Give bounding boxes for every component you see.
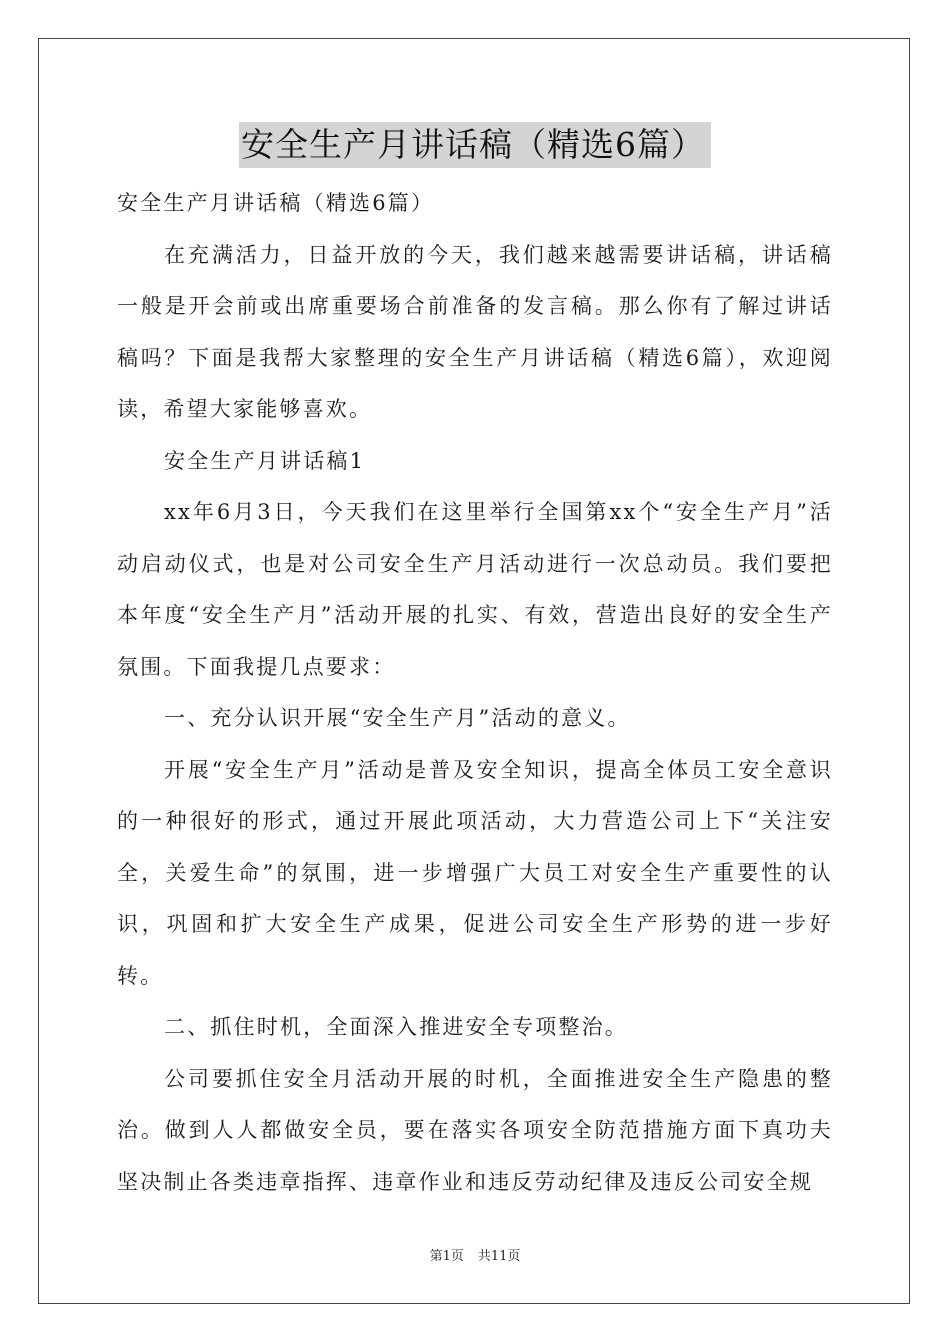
paragraph-intro: 在充满活力，日益开放的今天，我们越来越需要讲话稿，讲话稿一般是开会前或出席重要场合前准备的发言稿。那么你有了解过讲话稿吗？下面是我帮大家整理的安全生产月讲话稿（精选6篇），欢迎阅读，希望大家能够喜欢。 [117, 242, 833, 421]
page-footer [0, 1245, 950, 1264]
document-body [117, 178, 833, 1208]
paragraph-point-two-heading: 二、抓住时机，全面深入推进安全专项整治。 [164, 1015, 628, 1039]
paragraph-point-one-body: 开展“安全生产月”活动是普及安全知识，提高全体员工安全意识的一种很好的形式，通过开展此项活动，大力营造公司上下“关注安全，关爱生命”的氛围，进一步增强广大员工对安全生产重要性的认识，巩固和扩大安全生产成果，促进公司安全生产形势的进一步好转。 [117, 757, 833, 988]
title-container [0, 122, 950, 168]
paragraph-point-one-heading: 一、充分认识开展“安全生产月”活动的意义。 [164, 706, 631, 730]
paragraph-subtitle: 安全生产月讲话稿（精选6篇） [117, 191, 435, 215]
paragraph-point-two-body: 公司要抓住安全月活动开展的时机，全面推进安全生产隐患的整治。做到人人都做安全员，要在落实各项安全防范措施方面下真功夫坚决制止各类违章指挥、违章作业和违反劳动纪律及违反公司安全规 [117, 1066, 833, 1194]
paragraph-section-heading: 安全生产月讲话稿1 [164, 448, 366, 473]
page-number: 第1页 [429, 1249, 464, 1264]
page-count: 共11页 [477, 1249, 521, 1264]
document-title: 安全生产月讲话稿（精选6篇） [239, 122, 711, 168]
paragraph-opening: xx年6月3日，今天我们在这里举行全国第xx个“安全生产月”活动启动仪式，也是对公司安全生产月活动进行一次总动员。我们要把本年度“安全生产月”活动开展的扎实、有效，营造出良好的安全生产氛围。下面我提几点要求： [117, 500, 833, 679]
